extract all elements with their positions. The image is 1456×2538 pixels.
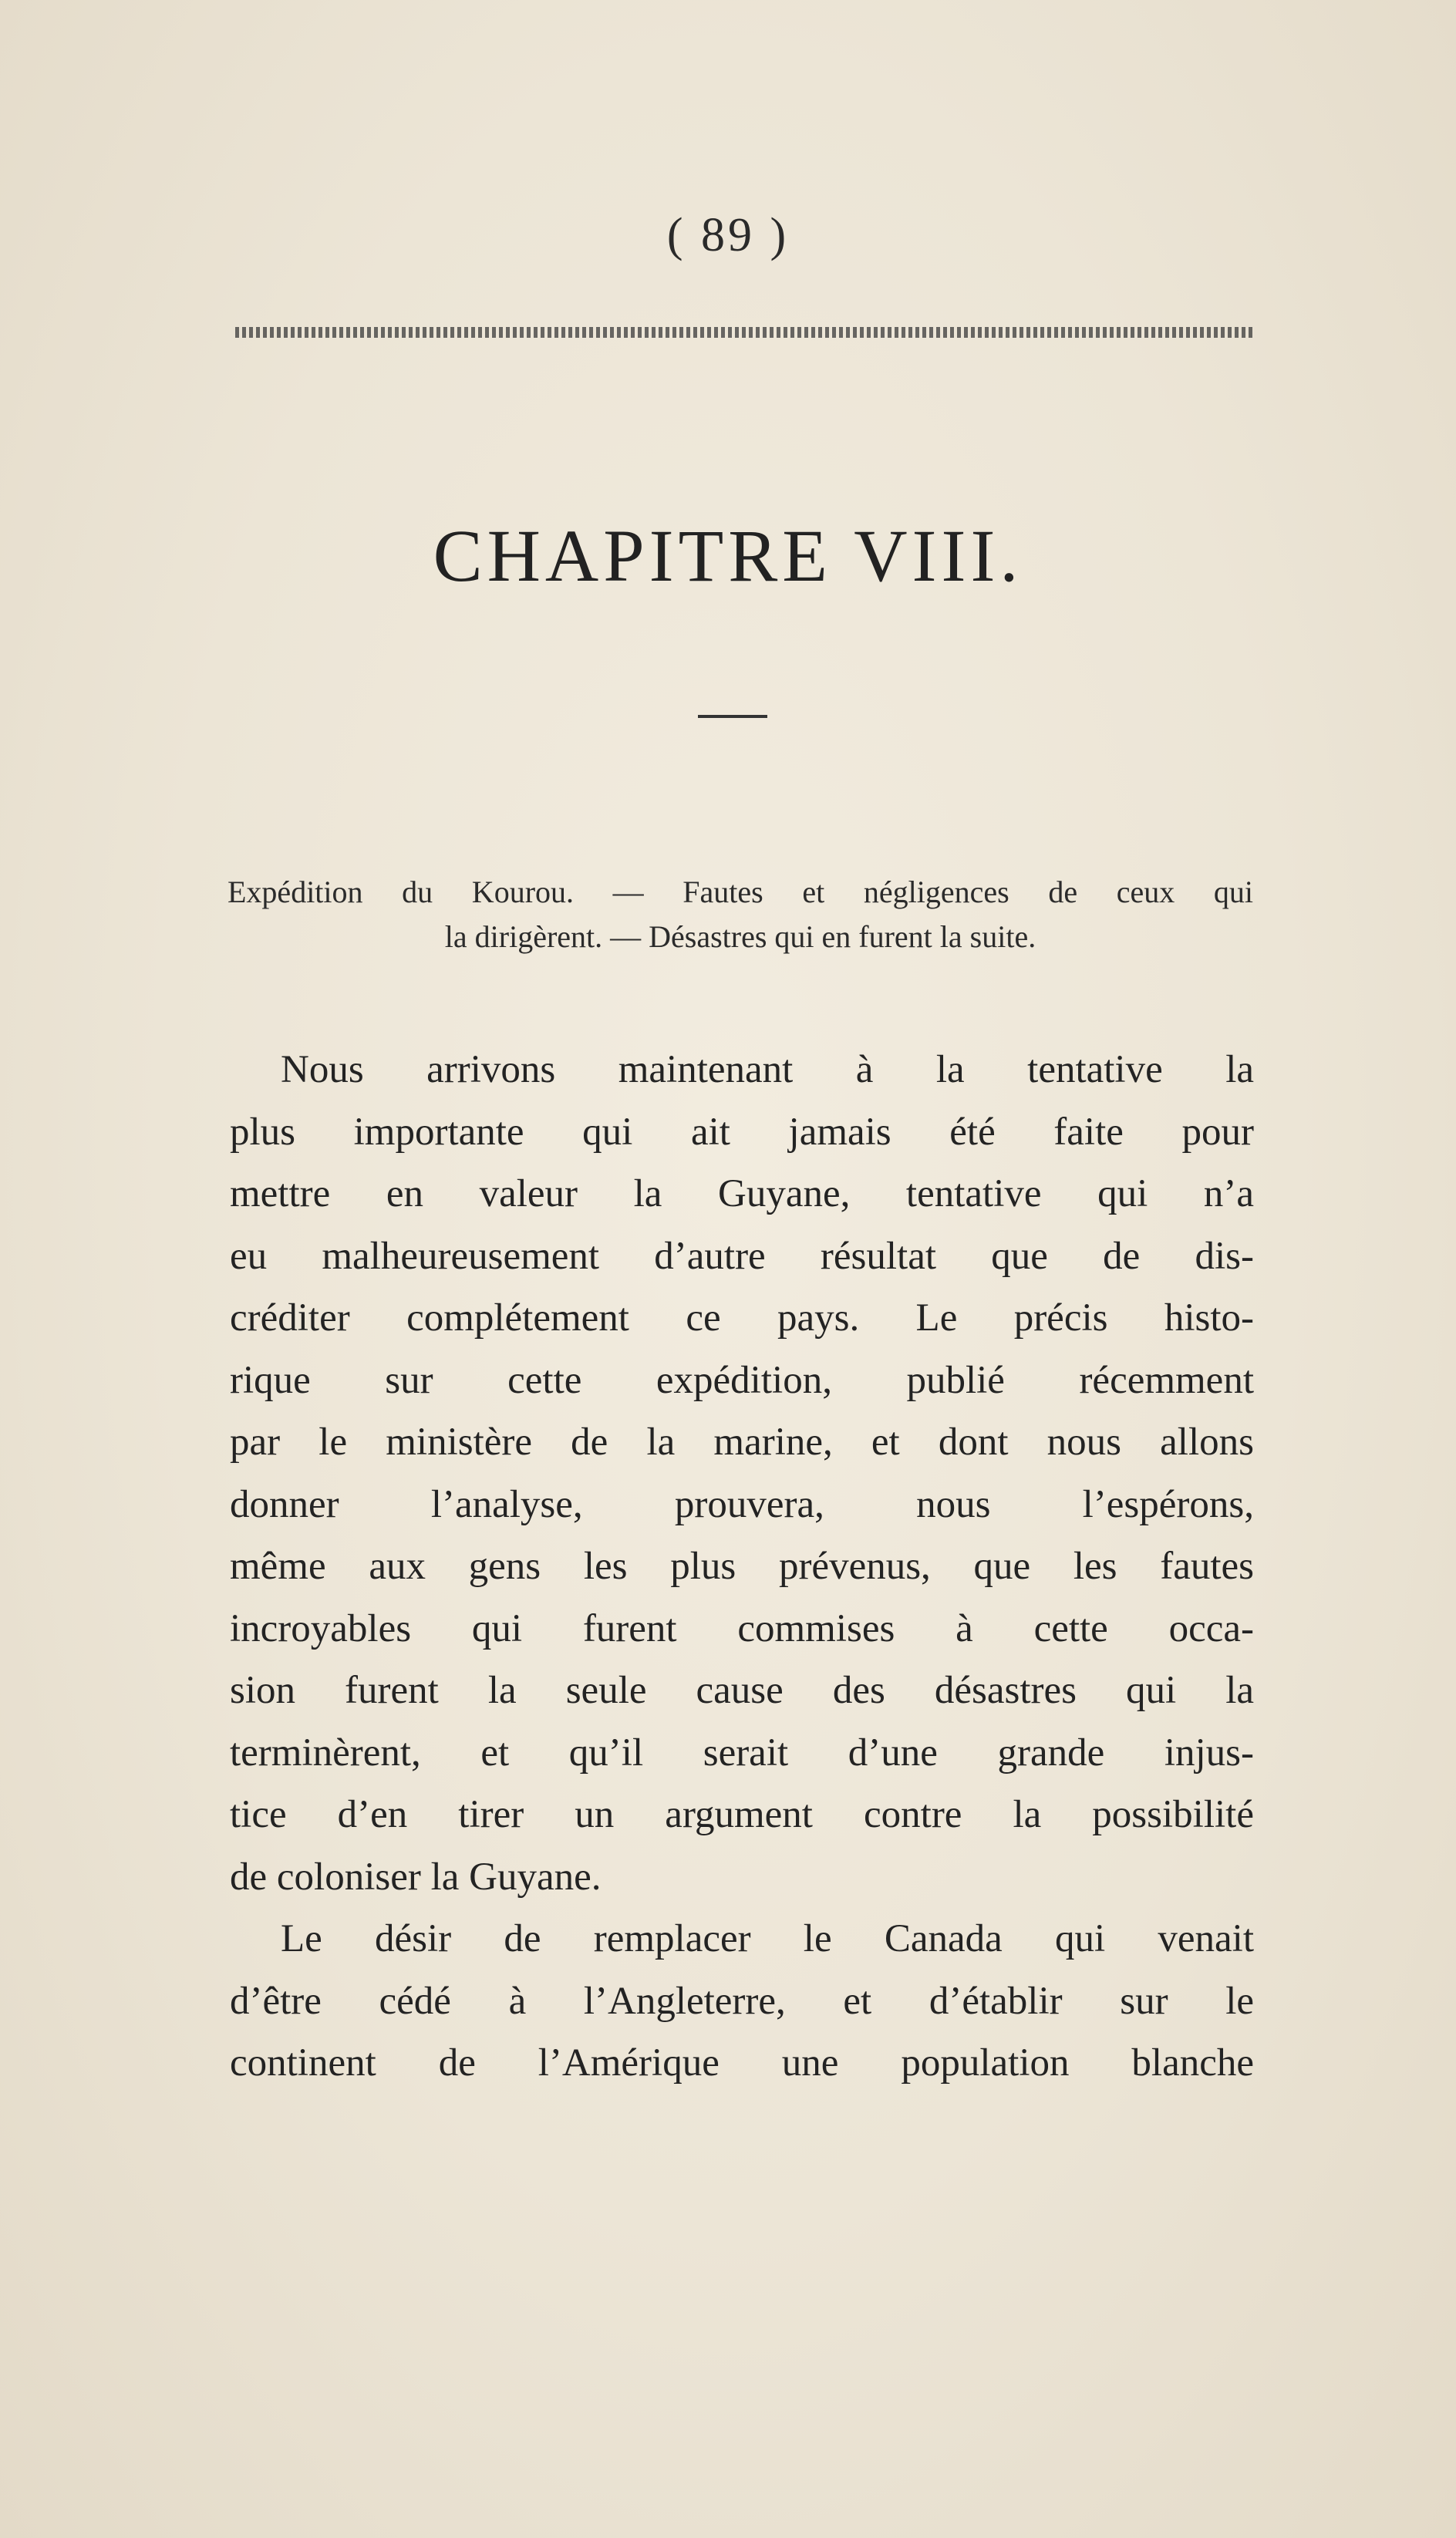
text-line: plus importante qui ait jamais été faite pour — [230, 1110, 1254, 1154]
text-line: terminèrent, et qu’il serait d’une grande injus- — [230, 1731, 1254, 1775]
text-line: Le désir de remplacer le Canada qui venait — [281, 1917, 1254, 1960]
text-line: sion furent la seule cause des désastres qui la — [230, 1669, 1254, 1712]
summary-line: Expédition du Kourou. — Fautes et négligences de ceux qui — [228, 875, 1253, 909]
text-line: incroyables qui furent commises à cette occa- — [230, 1606, 1254, 1650]
text-line: continent de l’Amérique une population blanche — [230, 2041, 1254, 2085]
text-line: donner l’analyse, prouvera, nous l’espérons, — [230, 1482, 1254, 1526]
body-text — [230, 1039, 1254, 2095]
text-line: par le ministère de la marine, et dont nous allons — [230, 1421, 1254, 1464]
text-line: même aux gens les plus prévenus, que les fautes — [230, 1545, 1254, 1588]
text-line: rique sur cette expédition, publié récemment — [230, 1358, 1254, 1402]
text-line: tice d’en tirer un argument contre la possibilité — [230, 1793, 1254, 1836]
text-line: mettre en valeur la Guyane, tentative qui n’a — [230, 1172, 1254, 1215]
text-line: créditer complétement ce pays. Le précis histo- — [230, 1296, 1254, 1340]
text-line: Nous arrivons maintenant à la tentative la — [281, 1048, 1254, 1091]
chapter-title: CHAPITRE VIII. — [433, 514, 1023, 597]
text-line: de coloniser la Guyane. — [230, 1855, 602, 1899]
ornamental-divider — [235, 327, 1255, 338]
page-number: ( 89 ) — [666, 209, 790, 261]
text-line: d’être cédé à l’Angleterre, et d’établir sur le — [230, 1979, 1254, 2023]
chapter-summary — [228, 870, 1253, 959]
paragraph — [230, 1039, 1254, 1908]
paragraph — [230, 1908, 1254, 2095]
title-rule — [698, 715, 767, 718]
text-line: eu malheureusement d’autre résultat que de dis- — [230, 1234, 1254, 1278]
summary-line: la dirigèrent. — Désastres qui en furent la suite. — [444, 919, 1036, 954]
